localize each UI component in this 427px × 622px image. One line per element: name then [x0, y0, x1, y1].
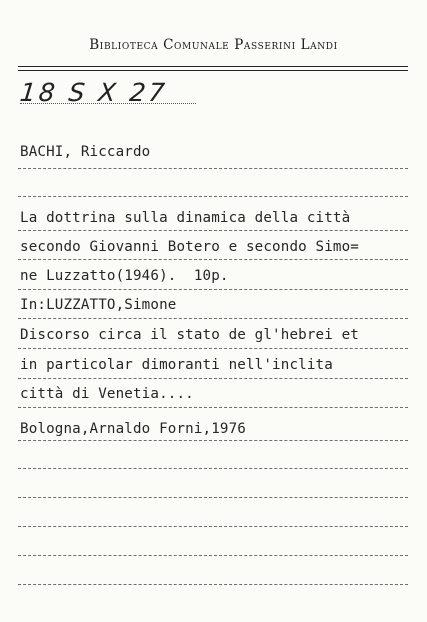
- shelfmark: 18 S X 27: [18, 78, 169, 107]
- author-name: BACHI, Riccardo: [20, 144, 151, 160]
- ruled-line: [18, 230, 408, 231]
- ruled-line: [18, 196, 408, 197]
- header-rule-top: [18, 66, 408, 67]
- title-line: ne Luzzatto(1946). 10p.: [20, 268, 229, 284]
- ruled-line: [18, 259, 408, 260]
- library-name: Biblioteca Comunale Passerini Landi: [89, 37, 338, 53]
- ruled-line: [18, 168, 408, 169]
- ruled-line: [18, 407, 408, 408]
- ruled-line: [18, 289, 408, 290]
- shelfmark-dotted-line: [20, 103, 196, 104]
- title-line: secondo Giovanni Botero e secondo Simo=: [20, 239, 359, 255]
- host-title-line: Discorso circa il stato de gl'hebrei et: [20, 327, 359, 343]
- header-rule-bottom: [18, 70, 408, 71]
- ruled-line: [18, 348, 408, 349]
- ruled-line: [18, 526, 408, 527]
- title-line: La dottrina sulla dinamica della città: [20, 210, 351, 226]
- ruled-line: [18, 497, 408, 498]
- ruled-line: [18, 318, 408, 319]
- ruled-line: [18, 440, 408, 441]
- ruled-line: [18, 468, 408, 469]
- host-author-line: In:LUZZATTO,Simone: [20, 297, 177, 313]
- ruled-line: [18, 584, 408, 585]
- ruled-line: [18, 555, 408, 556]
- imprint-line: Bologna,Arnaldo Forni,1976: [20, 421, 246, 437]
- host-title-line: città di Venetia....: [20, 386, 194, 402]
- ruled-line: [18, 378, 408, 379]
- host-title-line: in particolar dimoranti nell'inclita: [20, 357, 333, 373]
